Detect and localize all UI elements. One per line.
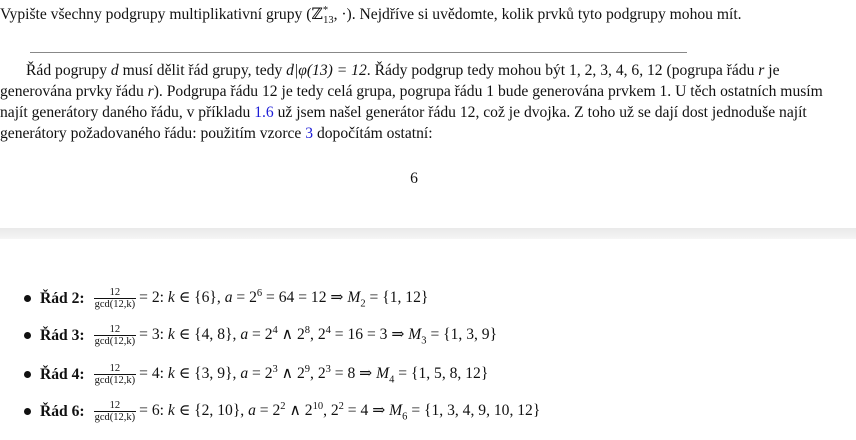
bullet-icon (24, 371, 31, 378)
item-label: Řád 2: (40, 289, 85, 307)
fraction (94, 400, 137, 423)
item-label: Řád 3: (40, 326, 85, 344)
item-formula: = 2: k ∈ {6}, $a = 2^6 = 64 = 12$ ⇒ $M_2 = \{1$, 12} (139, 287, 429, 310)
list-item (24, 287, 428, 310)
page-break-band (0, 228, 856, 239)
fraction-denominator: gcd(12,k) (94, 299, 136, 310)
fraction-numerator: 12 (109, 400, 121, 411)
solution-paragraph: Řád pogrupy d musí dělit řád grupy, tedy d|φ(13) = 12. Řády podgrup tedy mohou být 1, 2, 3, 4, 6, 12 (pogrupa řádu r je generována prvky řádu r). Podgrupa řádu 12 je tedy celá grupa, pogrupa řádu 1 bude generována prvkem 1. U těch ostatních musím najít generátory daného řádu, v příkladu 1.6 už jsem našel generátor řádu 12, což je dvojka. Z toho už se dají dost jednoduše najít generátory požadovaného řádu: použitím vzorce 3 dopočítám ostatní: (0, 62, 823, 142)
group-symbol: ℤ*$_{13}$ (311, 5, 334, 27)
list-item (24, 324, 497, 347)
bullet-icon (24, 295, 31, 302)
list-item (24, 400, 540, 423)
item-label: Řád 4: (40, 365, 85, 383)
fraction-denominator: gcd(12,k) (94, 375, 136, 386)
fraction-numerator: 12 (109, 287, 121, 298)
exercise-statement (0, 0, 845, 31)
statement-text-end: , ·). Nejdříve si uvědomte, kolik prvků tyto podgrupy mohou mít. (333, 6, 742, 24)
fraction (94, 324, 137, 347)
fraction-denominator: gcd(12,k) (94, 412, 136, 423)
separator-rule (30, 52, 687, 53)
fraction-numerator: 12 (109, 363, 121, 374)
statement-text: Vypište všechny podgrupy multiplikativní grupy ( (0, 6, 312, 24)
item-formula: = 3: k ∈ {4, 8}, $a = 2^4$ ∧ $2^8$, $2^4 = 16 = 3$ ⇒ $M_3 = \{1$, 3, 9} (139, 324, 498, 347)
fraction-numerator: 12 (109, 324, 121, 335)
reference-link-example[interactable]: 1.6 (254, 104, 274, 121)
item-label: Řád 6: (40, 402, 85, 420)
page-number: 6 (410, 170, 418, 187)
fraction (94, 287, 137, 310)
list-item (24, 363, 488, 386)
fraction-denominator: gcd(12,k) (94, 336, 136, 347)
bullet-icon (24, 408, 31, 415)
item-formula: = 6: k ∈ {2, 10}, $a = 2^2$ ∧ $2^{10}$, $2^2 = 4$ ⇒ $M_6 = \{1$, 3, 4, 9, 10, 12} (139, 400, 541, 423)
bullet-icon (24, 332, 31, 339)
item-formula: = 4: k ∈ {3, 9}, $a = 2^3$ ∧ $2^9$, $2^3 = 8$ ⇒ $M_4 = \{1$, 5, 8, 12} (139, 363, 489, 386)
reference-link-formula[interactable]: 3 (305, 125, 314, 142)
fraction (94, 363, 137, 386)
